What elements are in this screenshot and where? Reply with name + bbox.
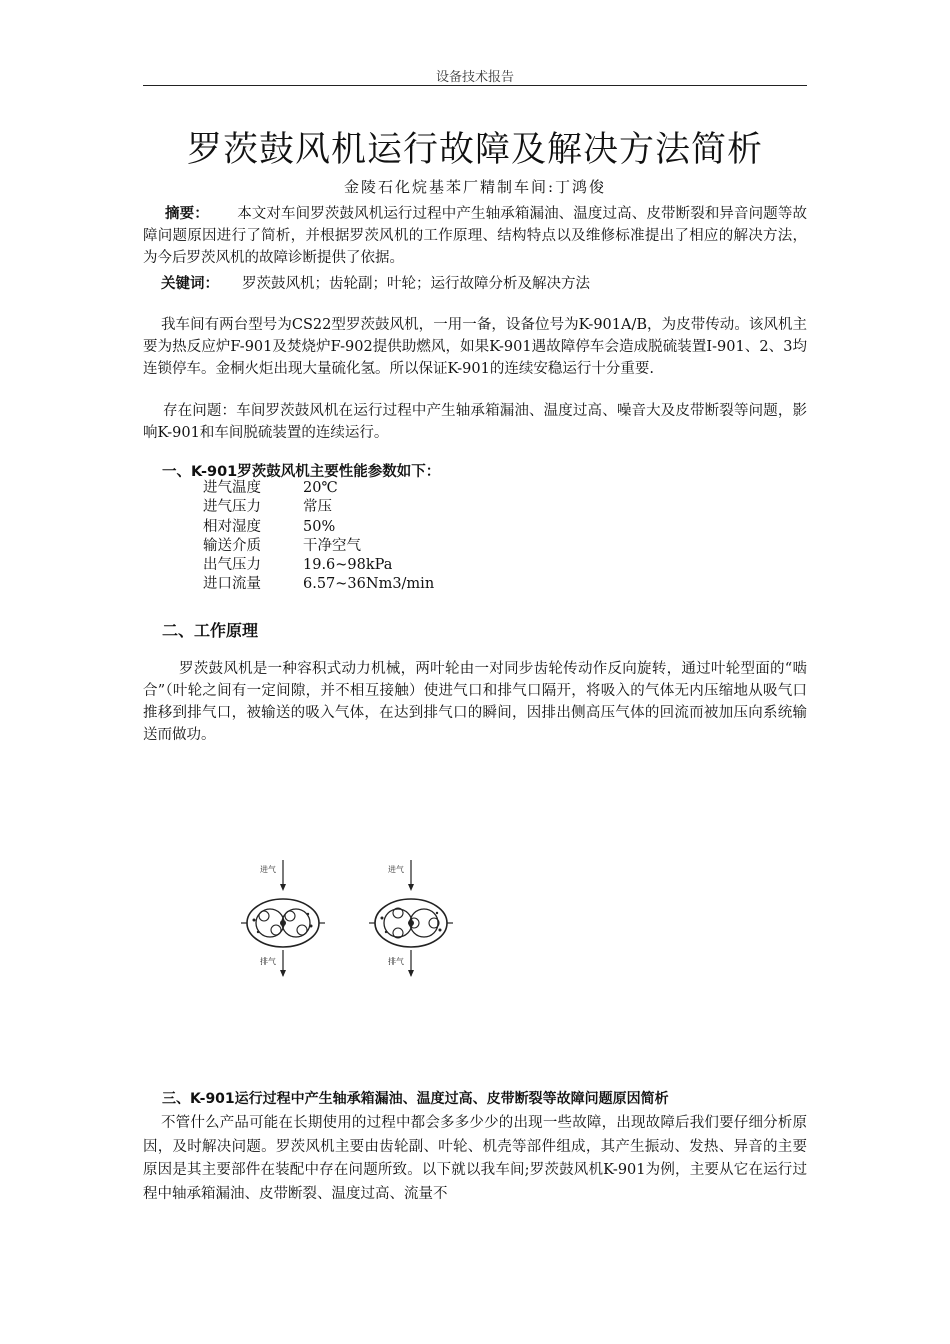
keywords-paragraph <box>143 273 807 295</box>
param-row <box>203 575 434 594</box>
keywords-label: 关键词： <box>161 276 219 292</box>
abstract-label: 摘要： <box>165 206 209 222</box>
param-row <box>203 537 434 556</box>
abstract-text: 本文对车间罗茨鼓风机运行过程中产生轴承箱漏油、温度过高、皮带断裂和异音问题等故障问题原因进行了简析，并根据罗茨风机的工作原理、结构特点以及维修标准提出了相应的解决方法，为今后罗茨风机的故障诊断提供了依据。 <box>143 206 808 266</box>
inlet-label: 进气 <box>260 865 276 874</box>
param-value: 50% <box>303 518 336 535</box>
param-row <box>203 556 434 575</box>
param-value: 6.57~36Nm3/min <box>303 576 435 593</box>
blower-unit-right <box>369 860 453 977</box>
document-title: 罗茨鼓风机运行故障及解决方法简析 <box>186 130 763 170</box>
inlet-label: 进气 <box>388 865 404 874</box>
param-row <box>203 479 434 498</box>
keywords-text: 罗茨鼓风机；齿轮副；叶轮；运行故障分析及解决方法 <box>242 276 591 292</box>
problem-paragraph <box>143 400 807 444</box>
param-name: 进气温度 <box>203 480 261 496</box>
section3-paragraph: 不管什么产品可能在长期使用的过程中都会多多少少的出现一些故障，出现故障后我们要仔细分析原因，及时解决问题。罗茨风机主要由齿轮副、叶轮、机壳等部件组成，其产生振动、发热、异音的主要原因是其主要部件在装配中存在问题所致。以下就以我车间;罗茨鼓风机K-901为例，主要从它在运行过程中轴承箱漏油、皮带断裂、温度过高、流量不 <box>143 1115 807 1202</box>
section3-heading: 三、K-901运行过程中产生轴承箱漏油、温度过高、皮带断裂等故障问题原因简析 <box>162 1091 669 1107</box>
param-name: 出气压力 <box>203 557 261 574</box>
param-row <box>203 518 434 537</box>
intro-paragraph: 我车间有两台型号为CS22型罗茨鼓风机，一用一备，设备位号为K-901A/B，为皮带传动。该风机主要为热反应炉F-901及焚烧炉F-902提供助燃风，如果K-901遇故障停车会造成脱硫装置I-901、2、3均连锁停车。金桐火炬出现大量硫化氢。所以保证K-901的连续安稳运行十分重要. <box>143 317 807 377</box>
param-row <box>203 498 434 517</box>
abstract-paragraph <box>143 203 807 269</box>
section1-heading: 一、K-901罗茨鼓风机主要性能参数如下： <box>162 464 441 480</box>
param-name: 进气压力 <box>203 499 261 516</box>
blower-unit-left <box>241 860 325 977</box>
roots-blower-diagram <box>238 858 468 978</box>
problem-label: 存在问题： <box>163 403 237 419</box>
param-value: 19.6~98kPa <box>303 557 393 574</box>
outlet-label: 排气 <box>260 957 276 966</box>
param-value: 20℃ <box>303 480 338 496</box>
running-header: 设备技术报告 <box>435 70 514 85</box>
param-name: 相对湿度 <box>203 518 261 535</box>
header-rule <box>143 85 807 86</box>
outlet-label: 排气 <box>388 957 404 966</box>
problem-text: 车间罗茨鼓风机在运行过程中产生轴承箱漏油、温度过高、噪音大及皮带断裂等问题，影响K-901和车间脱硫装置的连续运行。 <box>143 403 808 441</box>
parameter-list <box>203 479 434 595</box>
param-value: 干净空气 <box>303 537 361 554</box>
section2-heading: 二、工作原理 <box>162 621 259 640</box>
param-value: 常压 <box>303 499 332 516</box>
roots-blower-svg <box>238 858 468 978</box>
section2-paragraph: 罗茨鼓风机是一种容积式动力机械，两叶轮由一对同步齿轮传动作反向旋转，通过叶轮型面的“啮合”（叶轮之间有一定间隙，并不相互接触）使进气口和排气口隔开，将吸入的气体无内压缩地从吸气口推移到排气口，被输送的吸入气体，在达到排气口的瞬间，因排出侧高压气体的回流而被加压向系统输送而做功。 <box>143 661 807 743</box>
param-name: 输送介质 <box>203 537 261 554</box>
author-line: 金陵石化烷基苯厂精制车间:丁鸿俊 <box>343 178 607 196</box>
param-name: 进口流量 <box>203 576 261 593</box>
